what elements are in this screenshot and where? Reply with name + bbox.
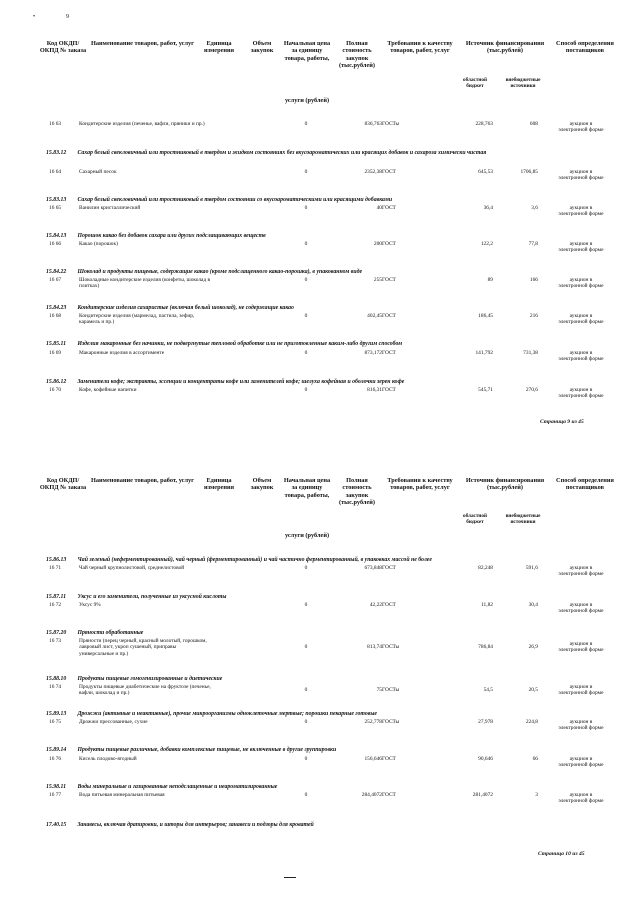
category-code: 15.87.11 [46, 594, 66, 600]
header-name: Наименование товаров, работ, услуг [91, 40, 194, 47]
table-row [46, 241, 606, 267]
table-row [46, 684, 606, 710]
category-code: 15.84.23 [46, 305, 67, 311]
row-total: 836,763 [364, 121, 382, 127]
table-row [46, 756, 606, 782]
row-requirements: ГОСТ [382, 241, 396, 247]
row-requirements: ГОСТы [382, 719, 400, 725]
category-code: 15.86.13 [46, 557, 67, 563]
category-title: Чай зеленый (неферментированный), чай черный (ферментированный) и чай частично ферментированный, в упаковках массой не более [77, 557, 432, 563]
row-price: 0 [304, 350, 308, 356]
row-price: 0 [304, 121, 308, 127]
row-regional: 545,71 [478, 387, 493, 393]
row-regional: 786,84 [478, 644, 493, 650]
row-requirements: ГОСТы [382, 644, 400, 650]
category-heading [46, 197, 606, 204]
row-name: Ванилин кристаллический [79, 205, 141, 211]
category-title: Уксус и его заменители, полученные из уксусной кислоты [77, 594, 227, 600]
row-total: 255 [373, 277, 382, 283]
row-method: аукцион в электронной форме [558, 602, 604, 615]
row-id: 16 63 [49, 121, 62, 127]
page-divider [284, 877, 296, 878]
category-code: 17.40.15 [46, 822, 67, 828]
header-funding-regional: областной бюджет [463, 77, 487, 89]
row-extra: 731,38 [523, 350, 538, 356]
category-title: Кондитерские изделия сахаристые (включая белый шоколад), не содержащие какао [77, 305, 294, 311]
category-code: 15.84.13 [46, 233, 67, 239]
row-price: 0 [304, 205, 308, 211]
row-extra: 3 [535, 792, 538, 798]
category-code: 15.84.22 [46, 269, 67, 275]
row-name: Макаронные изделия в ассортименте [79, 350, 165, 356]
row-method: аукцион в электронной форме [558, 719, 604, 732]
row-requirements: ГОСТ [382, 387, 396, 393]
row-id: 16 67 [49, 277, 62, 283]
row-extra: 26,9 [528, 644, 538, 650]
category-heading [46, 630, 606, 637]
category-title: Занавесы, включая драпировки, и шторы для интерьеров; занавеси и подзоры для кроватей [77, 822, 314, 828]
row-regional: 122,2 [480, 241, 493, 247]
header-code: Код ОКДП/ ОКПД № заказа [39, 477, 87, 492]
header-code: Код ОКДП/ ОКПД № заказа [39, 40, 87, 55]
row-id: 16 68 [49, 313, 62, 319]
category-title: Порошок какао без добавок сахара или других подслащивающих веществ [77, 233, 266, 239]
scan-mark: 9 [66, 14, 69, 20]
header-funding-extra: внебюджетные источники [505, 77, 541, 89]
table-row [46, 565, 606, 591]
table-row [46, 205, 606, 231]
row-regional: 82,248 [478, 565, 493, 571]
row-id: 16 77 [49, 792, 62, 798]
category-heading [46, 233, 606, 240]
category-heading [46, 557, 606, 564]
category-title: Продукты пищевые гомогенизированные и диетические [77, 676, 223, 682]
row-name: Шоколадные кондитерские изделия (конфеты, шоколад в плитках) [79, 277, 211, 290]
row-total: 402,45 [367, 313, 382, 319]
row-name: Кондитерские изделия (мармелад, пастила, зефир, карамель и пр.) [79, 313, 195, 326]
category-code: 15.89.14 [46, 747, 67, 753]
row-regional: 281,4072 [472, 792, 493, 798]
scan-mark: • [33, 14, 36, 20]
table-row [46, 638, 606, 664]
category-title: Сахар белый свекловичный или тростниковый в твердом и жидком состояниях без вкусоароматических или красящих добавок и сахароза химически чистая [77, 150, 487, 156]
category-heading [46, 747, 606, 754]
category-heading [46, 269, 606, 276]
row-price: 0 [304, 719, 308, 725]
table-row [46, 602, 606, 628]
category-code: 15.85.11 [46, 341, 66, 347]
header-volume: Объем закупок [250, 477, 274, 492]
row-price: 0 [304, 277, 308, 283]
row-id: 16 75 [49, 719, 62, 725]
header-price-services: услуги (рублей) [284, 97, 330, 104]
row-total: 40 [376, 205, 382, 211]
row-id: 16 74 [49, 684, 62, 690]
row-method: аукцион в электронной форме [558, 277, 604, 290]
row-total: 200 [373, 241, 382, 247]
row-requirements: ГОСТ [382, 205, 396, 211]
category-code: 15.98.11 [46, 784, 66, 790]
category-heading [46, 341, 606, 348]
row-method: аукцион в электронной форме [558, 350, 604, 363]
row-regional: 54,5 [483, 687, 493, 693]
row-total: 816,31 [367, 387, 382, 393]
row-total: 2352,38 [364, 169, 382, 175]
row-name: Пряности (перец черный, красный молотый, горошком, лавровый лист, укроп сушеный, приправы универсальные и пр.) [79, 638, 207, 657]
category-code: 15.89.13 [46, 711, 67, 717]
category-code: 15.87.20 [46, 630, 67, 636]
category-title: Заменители кофе; экстракты, эссенции и концентраты кофе или заменителей кофе; шелуха кофейная и оболочки зерен кофе [77, 379, 405, 385]
row-price: 0 [304, 387, 308, 393]
row-name: Вода питьевая минеральная питьевая [79, 792, 165, 798]
row-regional: 141,792 [475, 350, 493, 356]
row-price: 0 [304, 313, 308, 319]
row-total: 284,4072 [361, 792, 382, 798]
table-row [46, 121, 606, 147]
row-id: 16 70 [49, 387, 62, 393]
header-total: Полная стоимость закупок (тыс.рублей) [338, 477, 375, 506]
category-code: 15.88.10 [46, 676, 67, 682]
table-row [46, 313, 606, 339]
row-name: Кисель плодово-ягодный [79, 756, 137, 762]
row-regional: 228,763 [475, 121, 493, 127]
row-name: Продукты пищевые диабетические на фруктозе (печенье, вафли, шоколад и пр.) [79, 684, 211, 697]
header-unit: Единица измерения [203, 477, 235, 492]
row-price: 0 [304, 565, 308, 571]
category-title: Сахар белый свекловичный или тростниковый в твердом состоянии со вкусоароматическими или красящими добавками [77, 197, 393, 203]
row-total: 813,74 [367, 644, 382, 650]
header-funding-regional: областной бюджет [463, 513, 487, 525]
table-row [46, 792, 606, 818]
row-id: 16 73 [49, 638, 62, 644]
table-row [46, 387, 606, 413]
category-heading [46, 150, 606, 157]
header-price: Начальная цена за единицу товара, работы, [283, 40, 331, 62]
category-heading [46, 594, 606, 601]
row-method: аукцион в электронной форме [558, 641, 604, 654]
row-id: 16 66 [49, 241, 62, 247]
header-funding-extra: внебюджетные источники [505, 513, 541, 525]
header-requirements: Требования к качеству товаров, работ, услуг [387, 40, 453, 55]
row-id: 16 71 [49, 565, 62, 571]
header-volume: Объем закупок [250, 40, 274, 55]
row-total: 75 [376, 687, 382, 693]
category-heading [46, 784, 606, 791]
table-row [46, 277, 606, 303]
row-requirements: ГОСТ [382, 350, 396, 356]
row-total: 252,778 [364, 719, 382, 725]
row-method: аукцион в электронной форме [558, 387, 604, 400]
row-total: 156,646 [364, 756, 382, 762]
row-price: 0 [304, 241, 308, 247]
row-price: 0 [304, 792, 308, 798]
page-footer-10: Страница 10 из 45 [538, 851, 585, 857]
row-name: Сахарный песок [79, 169, 117, 175]
row-price: 0 [304, 602, 308, 608]
row-method: аукцион в электронной форме [558, 205, 604, 218]
row-name: Какао (порошок) [79, 241, 118, 247]
header-unit: Единица измерения [203, 40, 235, 55]
row-total: 673,848 [364, 565, 382, 571]
row-name: Дрожжи прессованные, сухие [79, 719, 148, 725]
row-price: 0 [304, 644, 308, 650]
row-extra: 77,8 [528, 241, 538, 247]
category-code: 15.83.12 [46, 150, 67, 156]
header-funding: Источник финансирования (тыс.рублей) [465, 477, 545, 492]
header-price: Начальная цена за единицу товара, работы, [283, 477, 331, 499]
row-method: аукцион в электронной форме [558, 756, 604, 769]
table-row [46, 350, 606, 376]
row-requirements: ГОСТ [382, 277, 396, 283]
row-extra: 1706,85 [520, 169, 538, 175]
row-extra: 270,6 [525, 387, 538, 393]
header-funding: Источник финансирования (тыс.рублей) [465, 40, 545, 55]
row-requirements: ГОСТ [382, 756, 396, 762]
row-method: аукцион в электронной форме [558, 565, 604, 578]
row-regional: 36,4 [483, 205, 493, 211]
row-name: Кондитерские изделия (печенье, вафли, пряники и пр.) [79, 121, 205, 127]
row-method: аукцион в электронной форме [558, 169, 604, 182]
row-regional: 27,978 [478, 719, 493, 725]
row-method: аукцион в электронной форме [558, 792, 604, 805]
category-heading [46, 822, 606, 829]
row-extra: 30,4 [528, 602, 538, 608]
category-heading [46, 676, 606, 683]
row-extra: 20,5 [528, 687, 538, 693]
row-id: 16 64 [49, 169, 62, 175]
row-extra: 608 [529, 121, 538, 127]
row-id: 16 69 [49, 350, 62, 356]
header-requirements: Требования к качеству товаров, работ, услуг [387, 477, 453, 492]
row-extra: 591,6 [525, 565, 538, 571]
category-title: Шоколад и продукты пищевые, содержащие какао (кроме подслащенного какао-порошка), в упакованном виде [77, 269, 363, 275]
row-name: Кофе, кофейные напитки [79, 387, 137, 393]
row-regional: 645,53 [478, 169, 493, 175]
row-extra: 224,8 [525, 719, 538, 725]
category-title: Пряности обработанные [77, 630, 144, 636]
row-regional: 89 [487, 277, 493, 283]
page-footer-9: Страница 9 из 45 [540, 419, 584, 425]
row-requirements: ГОСТ [382, 602, 396, 608]
category-title: Воды минеральные и газированные неподслащенные и неароматизированные [77, 784, 278, 790]
category-heading [46, 305, 606, 312]
table-row [46, 169, 606, 195]
row-total: 873,172 [364, 350, 382, 356]
category-heading [46, 711, 606, 718]
row-method: аукцион в электронной форме [558, 121, 604, 134]
row-regional: 90,646 [478, 756, 493, 762]
category-title: Продукты пищевые различные, добавки комплексные пищевые, не включенные в другие группировки [77, 747, 337, 753]
category-title: Дрожжи (активные и неактивные), прочие микроорганизмы одноклеточные мертвые; порошки пекарные готовые [77, 711, 377, 717]
row-id: 16 72 [49, 602, 62, 608]
row-price: 0 [304, 756, 308, 762]
row-id: 16 76 [49, 756, 62, 762]
category-heading [46, 379, 606, 386]
row-name: Уксус 9% [79, 602, 101, 608]
category-title: Изделия макаронные без начинки, не подвергнутые тепловой обработке или не приготовленные каким-либо другим способом [77, 341, 403, 347]
row-requirements: ГОСТ [382, 169, 396, 175]
row-regional: 11,82 [481, 602, 493, 608]
row-extra: 3,6 [531, 205, 538, 211]
row-id: 16 65 [49, 205, 62, 211]
header-total: Полная стоимость закупок (тыс.рублей) [338, 40, 375, 69]
header-name: Наименование товаров, работ, услуг [91, 477, 194, 484]
row-price: 0 [304, 687, 308, 693]
row-extra: 66 [532, 756, 538, 762]
row-method: аукцион в электронной форме [558, 241, 604, 254]
row-requirements: ГОСТы [382, 121, 400, 127]
header-price-services: услуги (рублей) [284, 532, 330, 539]
row-requirements: ГОСТ [382, 313, 396, 319]
row-extra: 216 [529, 313, 538, 319]
table-row [46, 719, 606, 745]
row-requirements: ГОСТ [382, 565, 396, 571]
row-method: аукцион в электронной форме [558, 684, 604, 697]
row-extra: 166 [529, 277, 538, 283]
row-requirements: ГОСТы [382, 687, 400, 693]
header-method: Способ определения поставщиков [556, 40, 614, 55]
row-regional: 186,45 [478, 313, 493, 319]
category-code: 15.83.13 [46, 197, 67, 203]
row-total: 42,22 [369, 602, 382, 608]
row-name: Чай черный крупнолистовой, среднелистовой [79, 565, 185, 571]
row-price: 0 [304, 169, 308, 175]
row-requirements: ГОСТ [382, 792, 396, 798]
category-code: 15.86.12 [46, 379, 67, 385]
row-method: аукцион в электронной форме [558, 313, 604, 326]
header-method: Способ определения поставщиков [556, 477, 614, 492]
